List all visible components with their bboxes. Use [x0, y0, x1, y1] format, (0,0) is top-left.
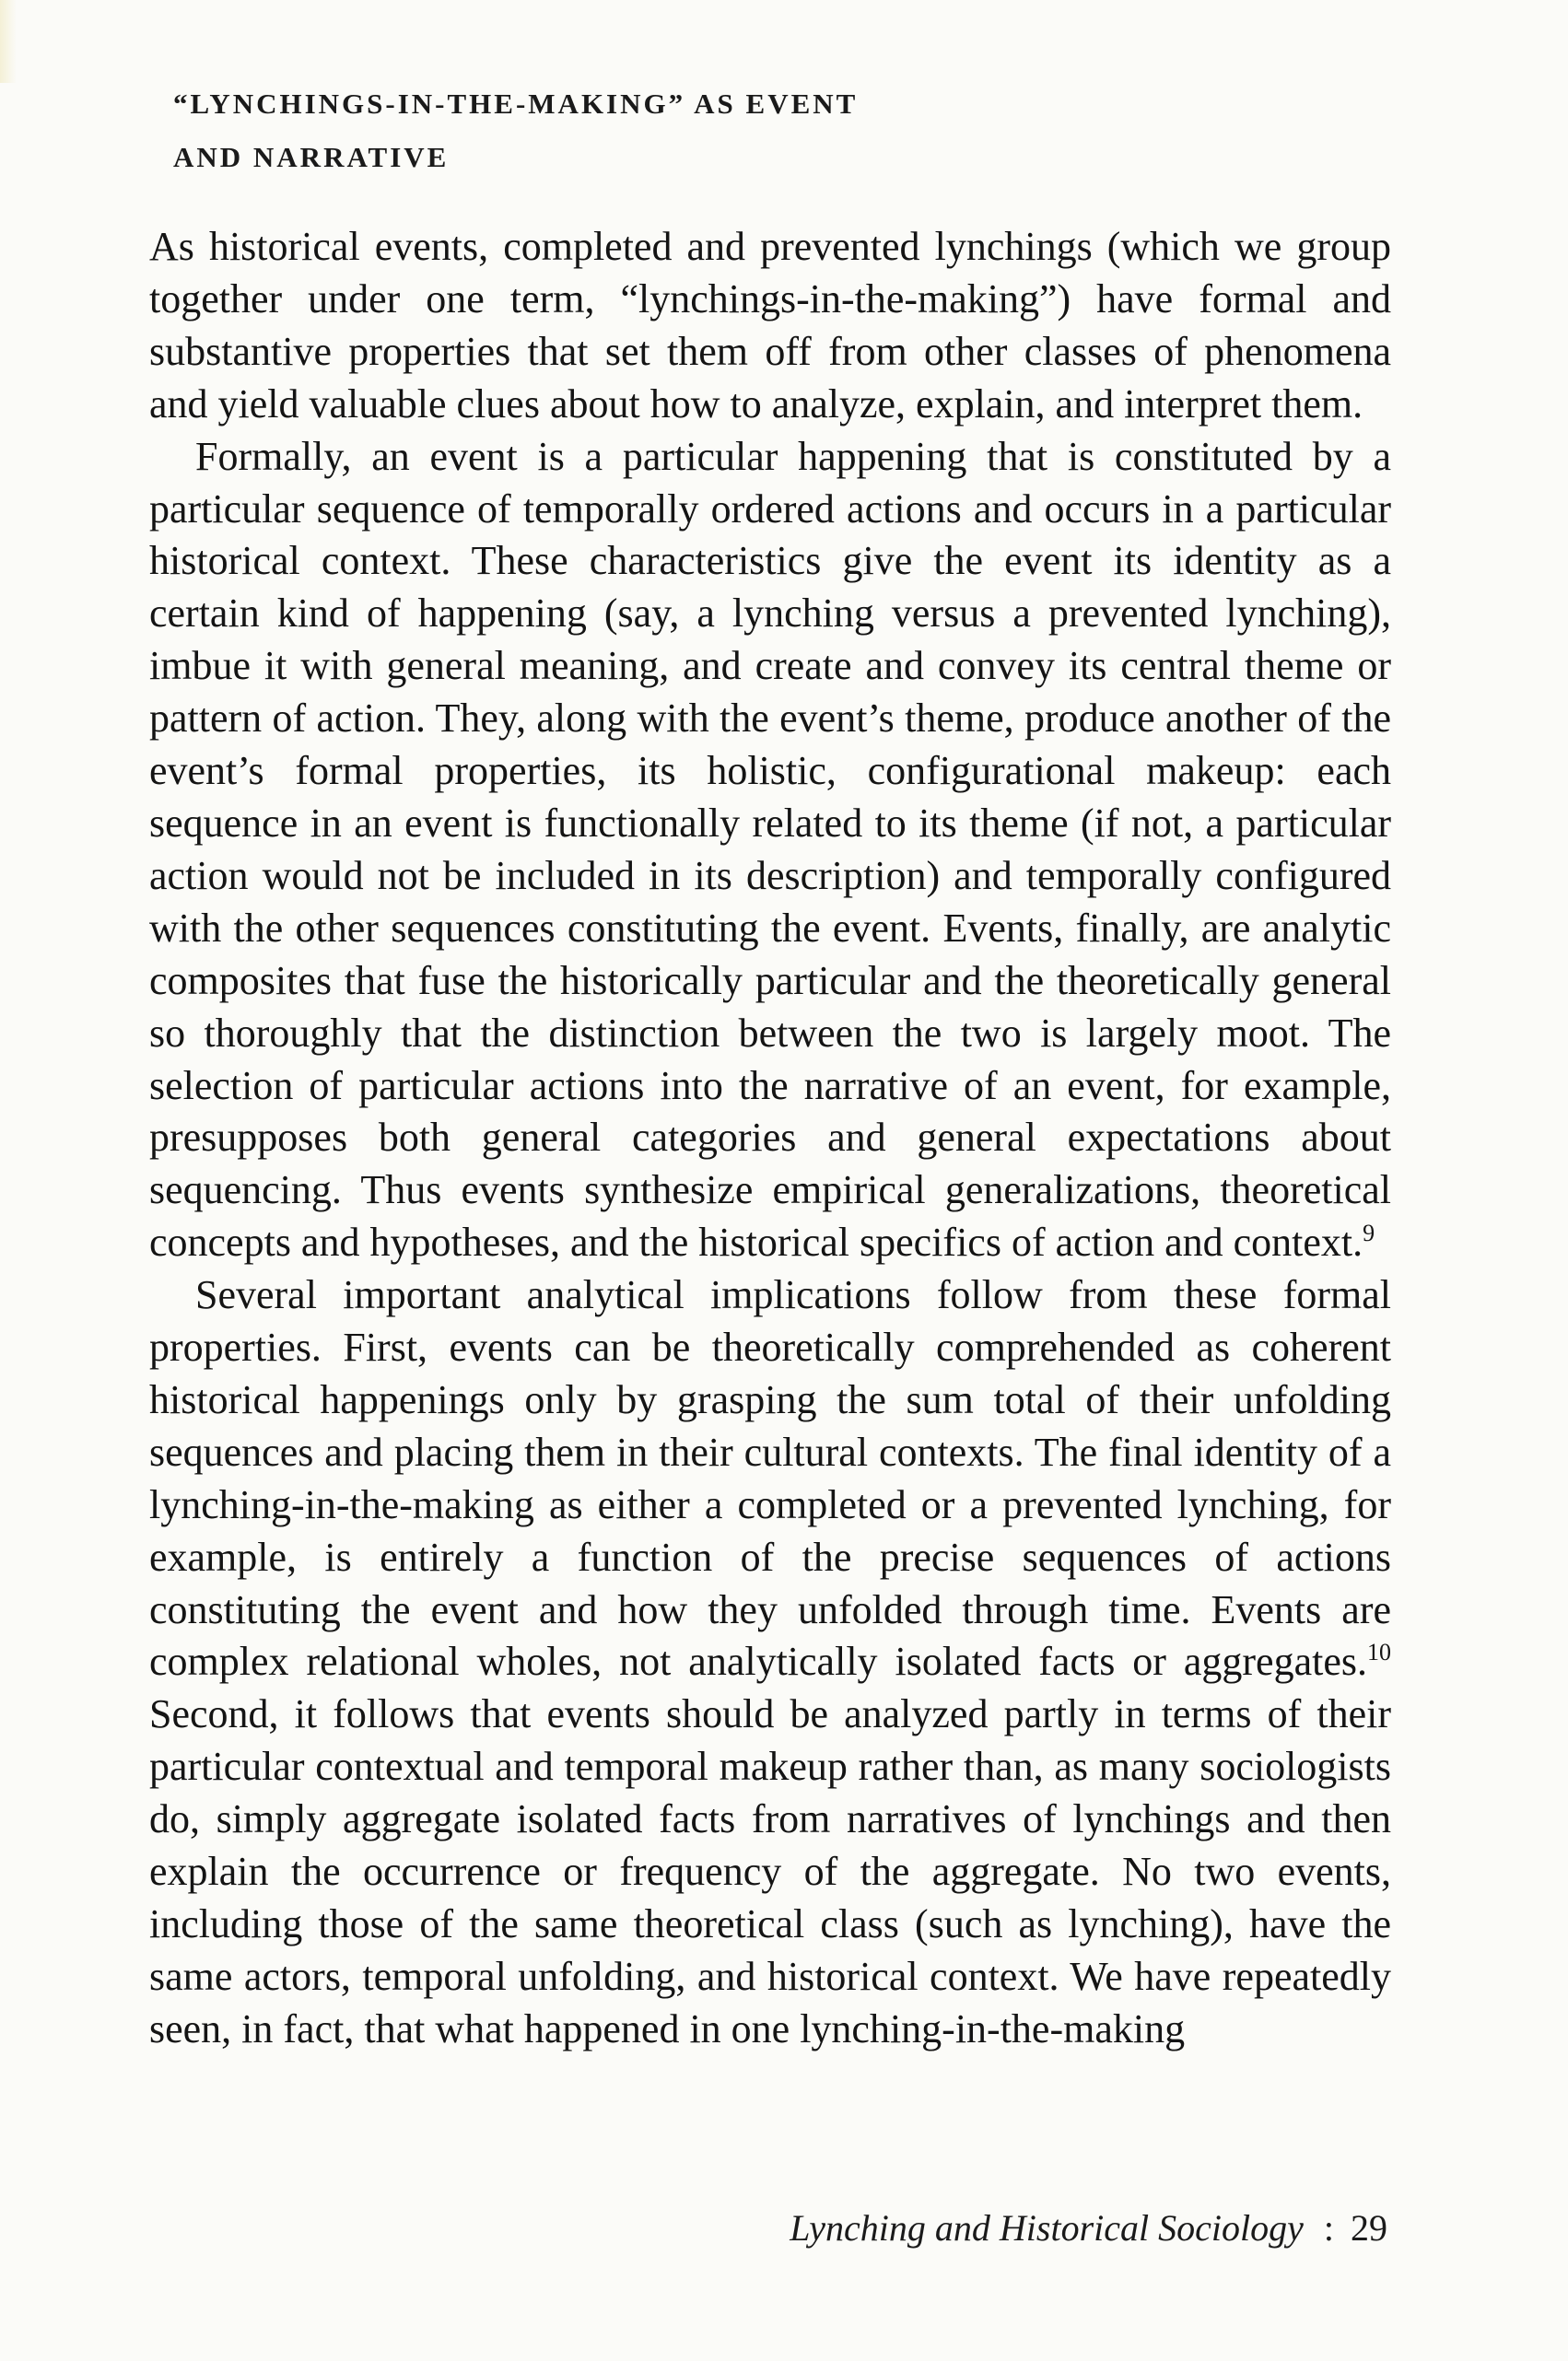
paragraph-3: [149, 1269, 1391, 2056]
paragraph-1-text: As historical events, completed and prevented lynchings (which we group together under one term, “lynchings-in-the-making”) have formal and substantive properties that set them off from other classes of phenomena and yield valuable clues about how to analyze, explain, and interpret them.: [149, 224, 1391, 427]
page-edge-stain: [0, 0, 17, 83]
running-title: Lynching and Historical Sociology: [790, 2207, 1304, 2249]
footer-separator: :: [1323, 2207, 1334, 2249]
section-heading-line-2: AND NARRATIVE: [173, 141, 450, 173]
section-heading: [173, 77, 1398, 184]
page-number: 29: [1351, 2207, 1387, 2249]
section-heading-line-1: “LYNCHINGS-IN-THE-MAKING” AS EVENT: [173, 88, 859, 120]
paragraph-2-text: Formally, an event is a particular happening that is constituted by a particular sequence of temporally ordered actions and occurs in a particular historical context. These characteristics give the event its identity as a certain kind of happening (say, a lynching versus a prevented lynching), imbue it with general meaning, and create and convey its central theme or pattern of action. They, along with the event’s theme, produce another of the event’s formal properties, its holistic, configurational makeup: each sequence in an event is functionally related to its theme (if not, a particular action would not be included in its description) and temporally configured with the other sequences constituting the event. Events, finally, are analytic composites that fuse the historically particular and the theoretically general so thoroughly that the distinction between the two is largely moot. The selection of particular actions into the narrative of an event, for example, presupposes both general categories and general expectations about sequencing. Thus events synthesize empirical generalizations, theoretical concepts and hypotheses, and the historical specifics of action and context.: [149, 433, 1391, 1266]
paragraph-3-text-b: Second, it follows that events should be analyzed partly in terms of their particular contextual and temporal makeup rather than, as many sociologists do, simply aggregate isolated facts from narratives of lynchings and then explain the occurrence or frequency of the aggregate. No two events, including those of the same theoretical class (such as lynching), have the same actors, temporal unfolding, and historical context. We have repeatedly seen, in fact, that what happened in one lynching-in-the-making: [149, 1691, 1391, 2051]
paragraph-3-text-a: Several important analytical implications follow from these formal properties. First, events can be theoretically comprehended as coherent historical happenings only by grasping the sum total of their unfolding sequences and placing them in their cultural contexts. The final identity of a lynching-in-the-making as either a completed or a prevented lynching, for example, is entirely a function of the precise sequences of actions constituting the event and how they unfolded through time. Events are complex relational wholes, not analytically isolated facts or aggregates.: [149, 1272, 1391, 1685]
paragraph-1: [149, 221, 1391, 431]
footnote-ref-9: 9: [1363, 1220, 1375, 1247]
running-footer: [790, 2206, 1387, 2250]
footnote-ref-10: 10: [1367, 1639, 1391, 1666]
body-text: [149, 221, 1391, 2056]
paragraph-2: [149, 431, 1391, 1270]
